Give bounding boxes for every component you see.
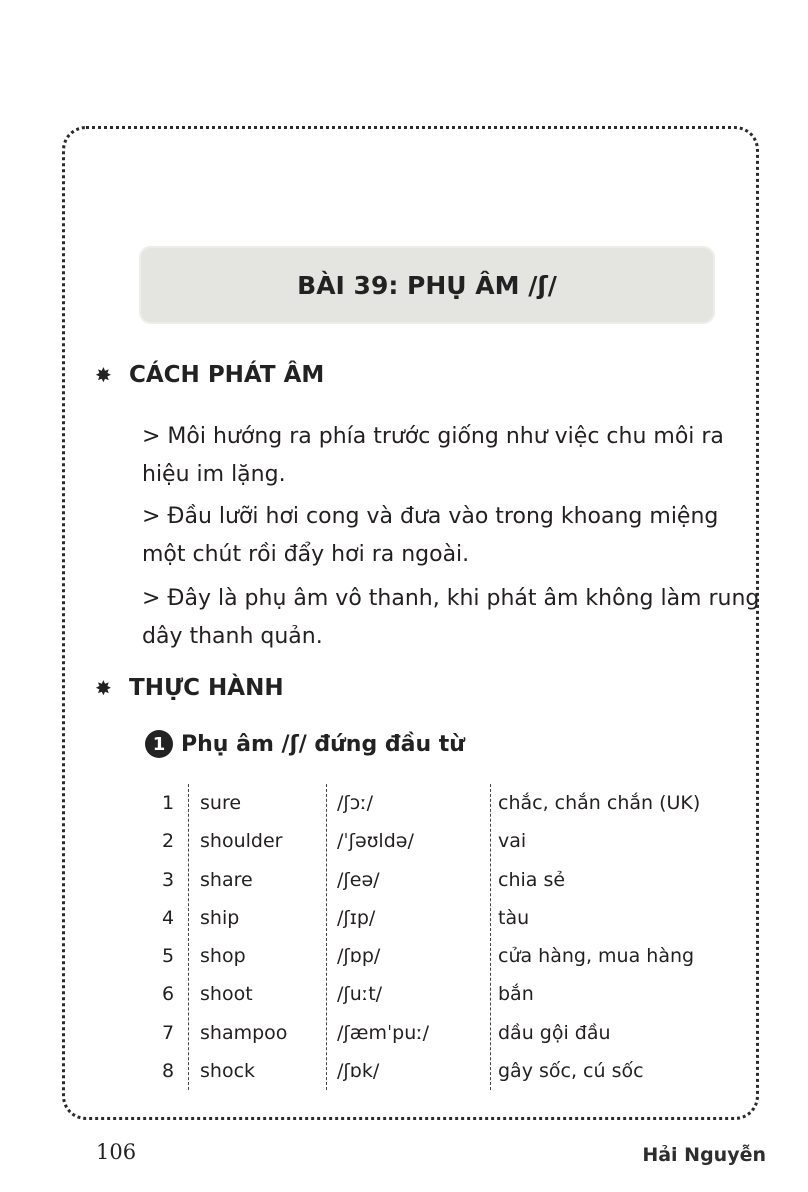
row-number: 2 (161, 830, 175, 853)
vocab-word: shock (200, 1060, 256, 1083)
author-name: Hải Nguyễn (642, 1144, 766, 1166)
vocab-meaning: cửa hàng, mua hàng (498, 945, 695, 968)
vocab-word: shoot (200, 983, 253, 1006)
section-heading-label: THỰC HÀNH (129, 675, 284, 701)
vocab-word: sure (200, 792, 242, 814)
table-row (150, 937, 710, 975)
table-row (150, 861, 710, 899)
page-number: 106 (96, 1140, 137, 1164)
vocab-word: share (200, 868, 253, 891)
table-row (150, 822, 710, 860)
vocab-ipa: /ʃɪp/ (337, 906, 376, 929)
number-badge-icon: 1 (145, 730, 173, 758)
row-number: 8 (161, 1060, 175, 1083)
vocab-word: shampoo (200, 1021, 288, 1044)
table-row (150, 1052, 710, 1090)
table-row (150, 1014, 710, 1052)
vocab-ipa: /ʃeə/ (337, 868, 380, 891)
vocab-meaning: vai (498, 830, 527, 853)
row-number: 4 (161, 906, 175, 929)
paragraph-line: > Đây là phụ âm vô thanh, khi phát âm không làm rung (142, 586, 760, 611)
vocab-ipa: /ˈʃəʊldə/ (337, 830, 414, 853)
paragraph-line: dây thanh quản. (142, 624, 323, 649)
practice-subheading (145, 730, 465, 758)
section-heading-label: CÁCH PHÁT ÂM (129, 362, 325, 388)
section-heading-pronunciation (95, 362, 324, 388)
pronunciation-paragraph (142, 580, 782, 656)
vocab-ipa: /ʃuːt/ (337, 983, 383, 1006)
paragraph-line: > Môi hướng ra phía trước giống như việc chu môi ra (142, 424, 724, 449)
vocab-meaning: gây sốc, cú sốc (498, 1060, 644, 1083)
row-number: 6 (161, 983, 175, 1006)
table-row (150, 975, 710, 1013)
table-row (150, 784, 710, 822)
practice-subheading-label: Phụ âm /ʃ/ đứng đầu từ (181, 731, 465, 757)
vocab-ipa: /ʃɔː/ (337, 792, 374, 814)
pronunciation-paragraph (142, 498, 782, 574)
vocab-meaning: dầu gội đầu (498, 1021, 611, 1044)
paragraph-line: một chút rồi đẩy hơi ra ngoài. (142, 542, 470, 567)
star-bullet-icon: ✸ (95, 676, 112, 700)
paragraph-line: hiệu im lặng. (142, 462, 286, 487)
row-number: 1 (161, 792, 175, 814)
vocab-word: ship (200, 906, 240, 929)
lesson-title: BÀI 39: PHỤ ÂM /ʃ/ (297, 270, 557, 300)
paragraph-line: > Đầu lưỡi hơi cong và đưa vào trong khoang miệng (142, 504, 719, 529)
section-heading-practice (95, 675, 284, 701)
vocab-word: shoulder (200, 830, 283, 853)
lesson-title-banner (139, 246, 715, 324)
vocab-ipa: /ʃɒk/ (337, 1060, 380, 1083)
pronunciation-paragraph (142, 418, 782, 494)
vocabulary-table (150, 784, 710, 1090)
vocab-meaning: chắc, chắn chắn (UK) (498, 792, 701, 814)
row-number: 3 (161, 868, 175, 891)
vocab-meaning: bắn (498, 983, 534, 1006)
vocab-word: shop (200, 945, 246, 968)
table-row (150, 899, 710, 937)
row-number: 5 (161, 945, 175, 968)
vocab-ipa: /ʃɒp/ (337, 945, 381, 968)
vocab-meaning: tàu (498, 906, 530, 929)
star-bullet-icon: ✸ (95, 363, 112, 387)
vocab-ipa: /ʃæmˈpuː/ (337, 1021, 430, 1044)
vocab-meaning: chia sẻ (498, 868, 566, 891)
row-number: 7 (161, 1021, 175, 1044)
